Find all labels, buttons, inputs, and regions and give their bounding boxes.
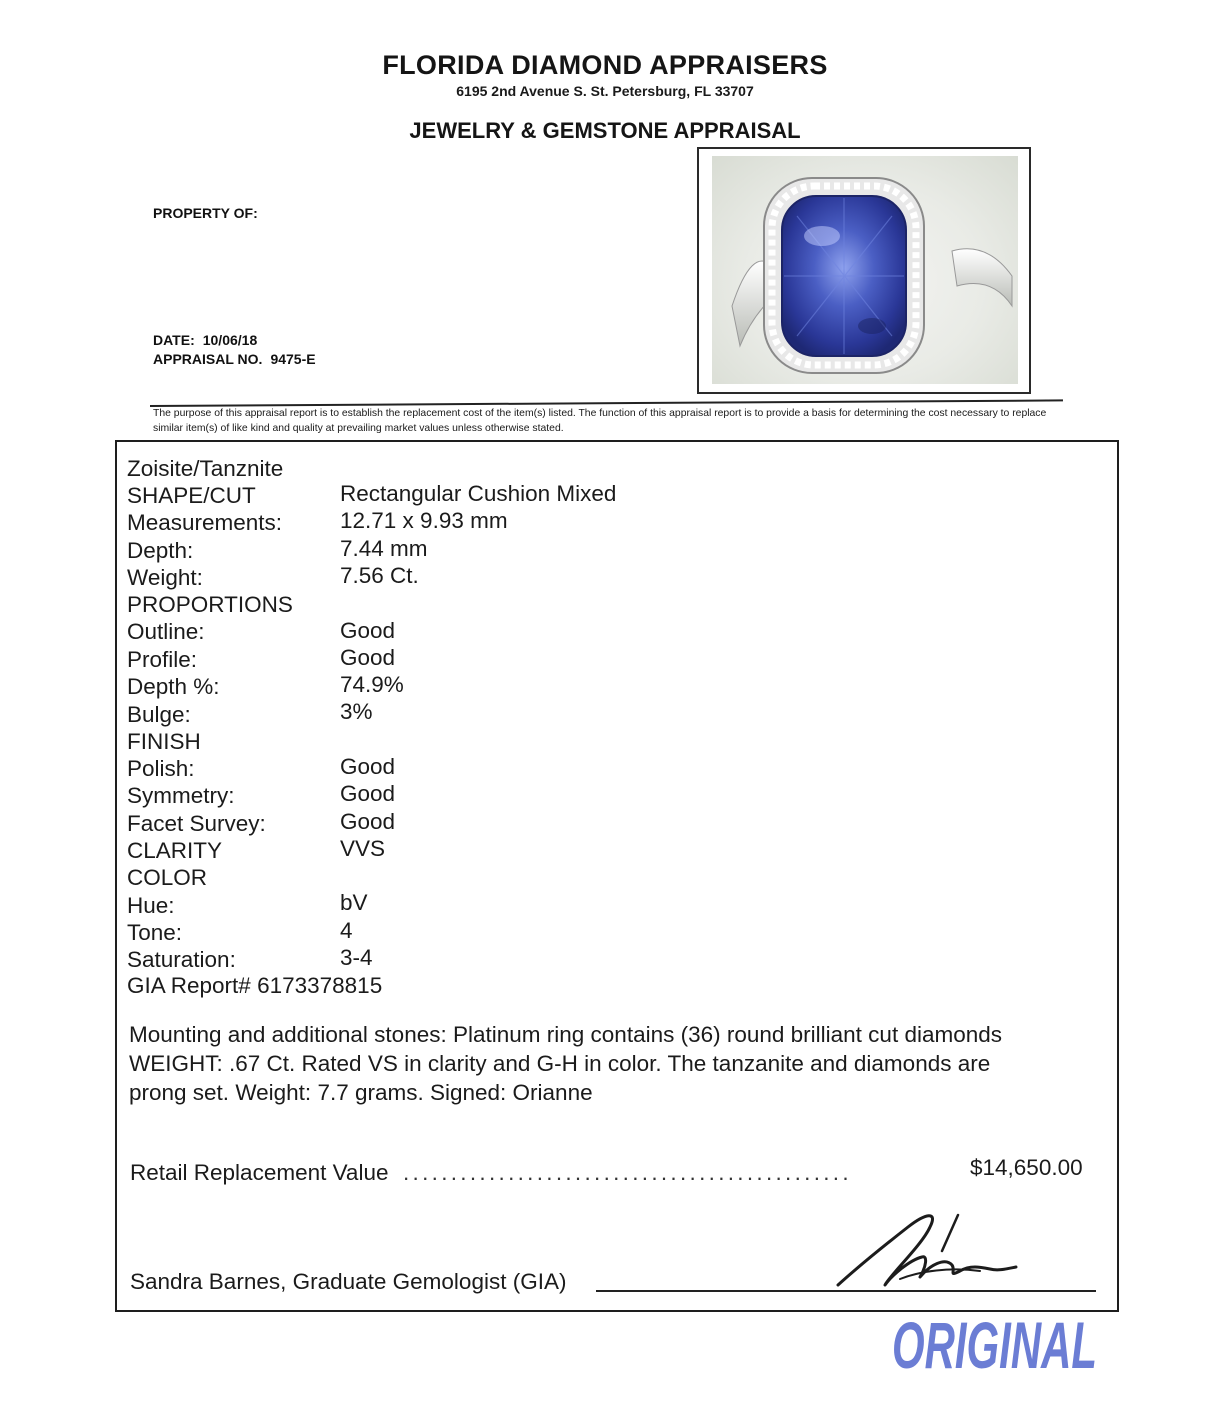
handwritten-signature-icon <box>830 1205 1030 1295</box>
appraisal-number-line <box>153 351 316 367</box>
retail-value-label: Retail Replacement Value <box>130 1160 389 1185</box>
spec-heading-proportions: PROPORTIONS <box>127 592 293 617</box>
spec-label-gem-type: Zoisite/Tanznite <box>127 456 284 481</box>
spec-value-profile: Good <box>340 645 396 670</box>
tanzanite-ring-photo-icon <box>712 156 1018 384</box>
spec-label-facet-survey: Facet Survey: <box>127 811 266 836</box>
spec-value-symmetry: Good <box>340 781 396 806</box>
spec-value-shape-cut: Rectangular Cushion Mixed <box>340 481 617 506</box>
date-label: DATE: <box>153 332 195 348</box>
spec-label-symmetry: Symmetry: <box>127 783 235 808</box>
spec-label-depth-percent: Depth %: <box>127 674 220 699</box>
property-of-label: PROPERTY OF: <box>153 205 258 221</box>
spec-value-hue: bV <box>340 890 368 915</box>
spec-label-profile: Profile: <box>127 647 198 672</box>
spec-value-measurements: 12.71 x 9.93 mm <box>340 508 508 533</box>
gia-report-number: GIA Report# 6173378815 <box>127 973 383 998</box>
original-stamp <box>888 1300 1103 1380</box>
spec-label-outline: Outline: <box>127 619 205 644</box>
spec-value-tone: 4 <box>340 918 353 943</box>
spec-value-depth-percent: 74.9% <box>340 672 404 697</box>
spec-value-saturation: 3-4 <box>340 945 373 970</box>
spec-label-clarity: CLARITY <box>127 838 223 863</box>
spec-value-clarity: VVS <box>340 836 386 861</box>
document-title: JEWELRY & GEMSTONE APPRAISAL <box>409 118 801 143</box>
retail-value-leader-dots: ............................................... <box>403 1160 852 1185</box>
spec-heading-color: COLOR <box>127 865 208 890</box>
spec-label-polish: Polish: <box>127 756 195 781</box>
spec-heading-finish: FINISH <box>127 729 201 754</box>
mounting-line-2: WEIGHT: .67 Ct. Rated VS in clarity and G-H in color. The tanzanite and diamonds are <box>129 1051 991 1076</box>
purpose-statement: The purpose of this appraisal report is to establish the replacement cost of the item(s) listed. The function of this appraisal report is to provide a basis for determining the cost necessary to replace similar item(s) of like kind and quality at prevailing market values unless otherwise stated. <box>153 408 1047 434</box>
company-address: 6195 2nd Avenue S. St. Petersburg, FL 33707 <box>456 83 754 99</box>
stamp-text: ORIGINAL <box>892 1308 1097 1382</box>
spec-value-polish: Good <box>340 754 396 779</box>
spec-label-bulge: Bulge: <box>127 702 191 727</box>
ring-photo-frame <box>697 147 1031 394</box>
spec-value-depth: 7.44 mm <box>340 536 428 561</box>
ring-photo <box>712 156 1018 384</box>
mounting-description <box>129 1020 1099 1107</box>
spec-value-weight: 7.56 Ct. <box>340 563 419 588</box>
spec-value-outline: Good <box>340 618 396 643</box>
retail-value-amount: $14,650.00 <box>970 1155 1083 1180</box>
mounting-line-1: Mounting and additional stones: Platinum ring contains (36) round brilliant cut diamonds <box>129 1022 1003 1047</box>
mounting-line-3: prong set. Weight: 7.7 grams. Signed: Orianne <box>129 1080 593 1105</box>
spec-label-measurements: Measurements: <box>127 510 283 535</box>
spec-label-weight: Weight: <box>127 565 203 590</box>
signatory-name: Sandra Barnes, Graduate Gemologist (GIA) <box>130 1269 567 1294</box>
spec-value-facet-survey: Good <box>340 809 396 834</box>
date-value: 10/06/18 <box>202 332 258 348</box>
spec-value-bulge: 3% <box>340 699 373 724</box>
spec-label-depth: Depth: <box>127 538 194 563</box>
spec-label-tone: Tone: <box>127 920 183 945</box>
appraisal-number-value: 9475-E <box>270 351 316 367</box>
appraisal-number-label: APPRAISAL NO. <box>153 351 263 367</box>
spec-label-shape-cut: SHAPE/CUT <box>127 483 256 508</box>
spec-label-hue: Hue: <box>127 893 175 918</box>
spec-label-saturation: Saturation: <box>127 947 236 972</box>
date-line <box>153 332 257 348</box>
company-name: FLORIDA DIAMOND APPRAISERS <box>382 50 828 80</box>
